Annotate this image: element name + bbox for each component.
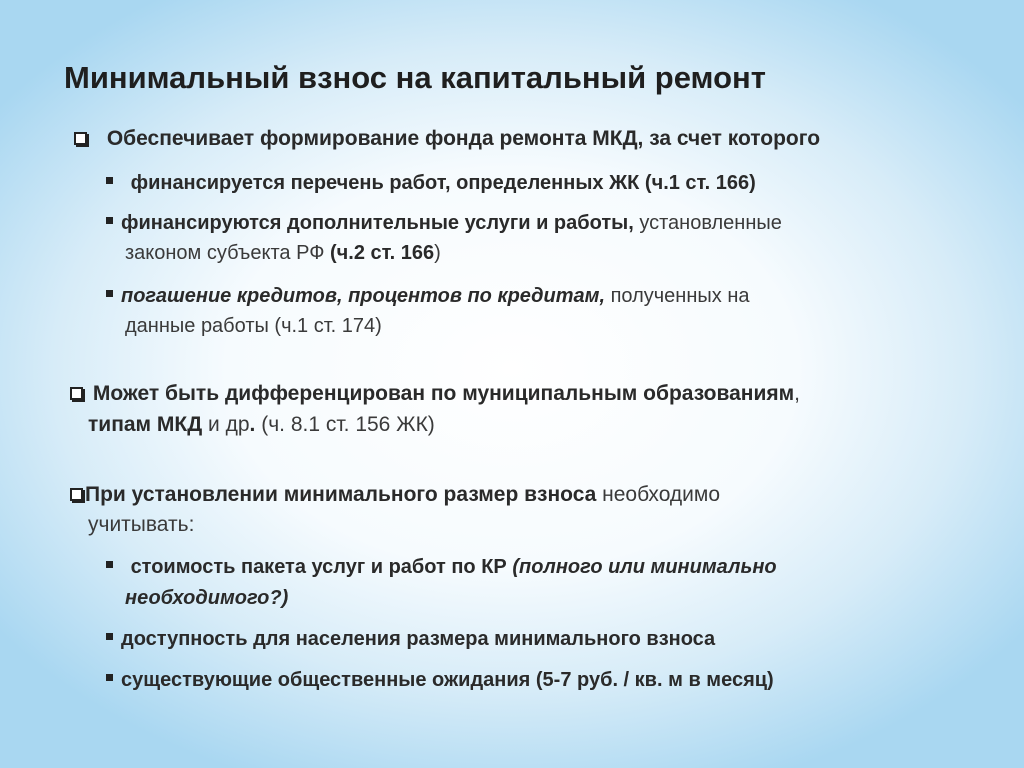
bullet-text: Обеспечивает формирование фонда ремонта МКД, за счет которого: [106, 127, 821, 150]
sub-bullet-text: финансируется перечень работ, определенных ЖК (ч.1 ст. 166): [130, 172, 756, 194]
bullet-item-fund: [74, 124, 820, 154]
sub-bullet-expectations: [106, 665, 774, 695]
square-bullet-icon: [106, 633, 113, 640]
square-bullet-icon: [106, 177, 113, 184]
square-bullet-icon: [106, 674, 113, 681]
bullet-item-establishing: [70, 480, 720, 510]
checkbox-bullet-icon: [74, 132, 87, 145]
square-bullet-icon: [106, 217, 113, 224]
checkbox-bullet-icon: [70, 387, 83, 400]
sub-bullet-text-normal: полученных на: [605, 285, 750, 307]
bullet-text-bold: Может быть дифференцирован по муниципальным образованиям: [92, 382, 795, 405]
bullet-item-differentiated: [70, 379, 800, 409]
sub-bullet-text-bold: (ч.2 ст. 166: [329, 242, 435, 264]
sub-bullet-text-bold: стоимость пакета услуг и работ по КР: [130, 556, 513, 578]
sub-bullet-additional-services-line2: [125, 238, 441, 268]
bullet-text-bold: типам МКД: [88, 413, 203, 436]
sub-bullet-affordability: [106, 624, 715, 654]
bullet-text-normal: необходимо: [596, 483, 721, 506]
sub-bullet-package-cost-line2: [125, 583, 288, 613]
bullet-text-normal: учитывать:: [88, 513, 195, 536]
sub-bullet-text-normal: данные работы (ч.1 ст. 174): [125, 315, 382, 337]
sub-bullet-text-bold: доступность для населения размера минимального взноса: [121, 628, 716, 650]
square-bullet-icon: [106, 290, 113, 297]
checkbox-bullet-icon: [70, 488, 83, 501]
bullet-text-bold: При установлении минимального размер взноса: [85, 483, 597, 506]
sub-bullet-credits-line2: [125, 311, 382, 341]
sub-bullet-package-cost: [106, 552, 777, 582]
bullet-text-normal: (ч. 8.1 ст. 156 ЖК): [255, 413, 435, 436]
bullet-text-normal: и др: [202, 413, 250, 436]
sub-bullet-list-of-works: [106, 168, 756, 198]
sub-bullet-additional-services: [106, 208, 782, 238]
sub-bullet-text-bold-italic: погашение кредитов, процентов по кредитам,: [121, 285, 606, 307]
sub-bullet-text-bold: финансируются дополнительные услуги и работы,: [121, 212, 634, 234]
sub-bullet-credits: [106, 281, 750, 311]
bullet-text-normal: ,: [794, 382, 800, 405]
bullet-item-establishing-line2: [88, 510, 194, 540]
bullet-item-differentiated-line2: [88, 410, 435, 440]
sub-bullet-text-normal: ): [434, 242, 441, 264]
sub-bullet-text-bold-italic: (полного или минимально: [512, 556, 777, 578]
sub-bullet-text-normal: законом субъекта РФ: [125, 242, 330, 264]
square-bullet-icon: [106, 561, 113, 568]
sub-bullet-text-normal: установленные: [633, 212, 782, 234]
bullet-text-bold: .: [249, 413, 256, 436]
sub-bullet-text-bold-italic: необходимого?): [125, 587, 289, 609]
slide-title: Минимальный взнос на капитальный ремонт: [64, 60, 766, 95]
sub-bullet-text-bold: существующие общественные ожидания (5-7 руб. / кв. м в месяц): [121, 669, 774, 691]
